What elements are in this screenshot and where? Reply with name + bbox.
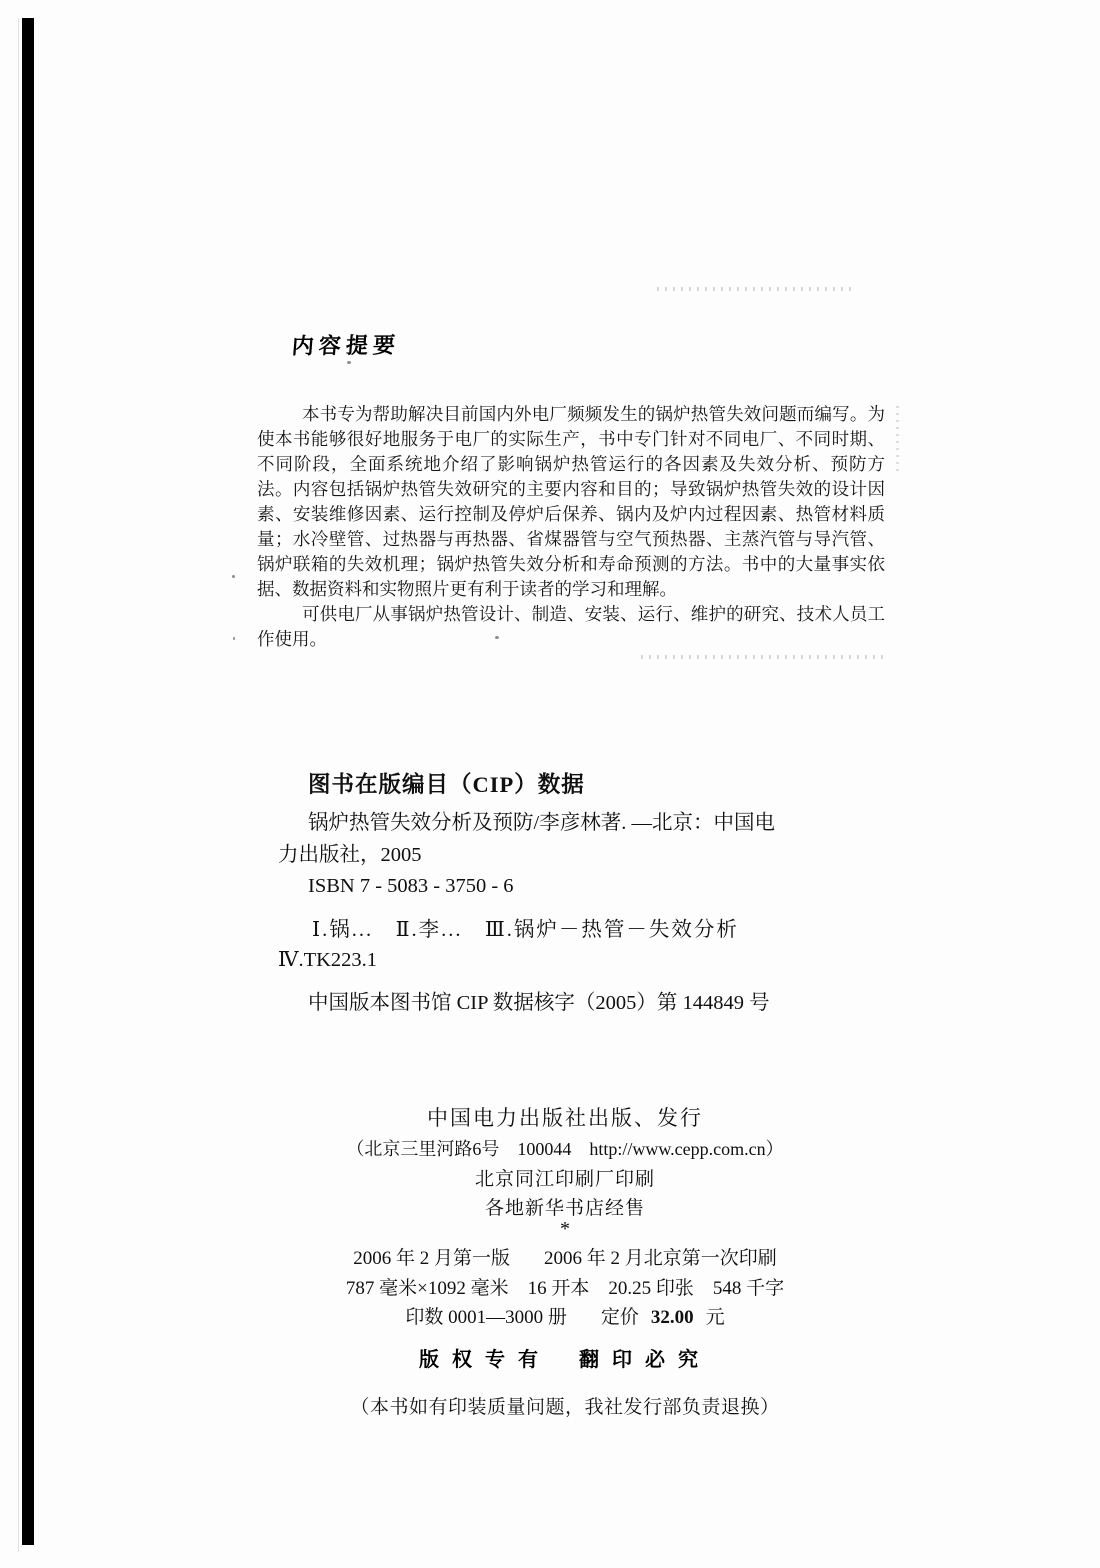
cip-entry-line2: 力出版社，2005	[278, 844, 422, 866]
printer-line: 北京同江印刷厂印刷	[474, 1169, 655, 1190]
copyright-notice	[165, 1343, 965, 1372]
printing-text: 2006 年 2 月北京第一次印刷	[544, 1248, 777, 1269]
price-label: 定价	[600, 1307, 639, 1328]
summary-heading: 内容提要	[290, 332, 401, 359]
summary-paragraph-2: 可供电厂从事锅炉热管设计、制造、安装、运行、维护的研究、技术人员工作使用。	[257, 604, 885, 649]
publisher-line: 中国电力出版社出版、发行	[427, 1106, 703, 1130]
separator-star: *	[560, 1218, 570, 1240]
copyright-right-phrase: 翻印必究	[579, 1349, 711, 1371]
scan-noise-smudge	[896, 406, 899, 472]
cip-classification-line2: Ⅳ.TK223.1	[278, 949, 378, 971]
format-line: 787 毫米×1092 毫米 16 开本 20.25 印张 548 千字	[345, 1278, 785, 1299]
cip-isbn: ISBN 7 - 5083 - 3750 - 6	[308, 875, 514, 897]
summary-body	[257, 402, 885, 652]
summary-paragraph-1: 本书专为帮助解决目前国内外电厂频频发生的锅炉热管失效问题而编写。为使本书能够很好地服务于电厂的实际生产，书中专门针对不同电厂、不同时期、不同阶段，全面系统地介绍了影响锅炉热管运行的各因素及失效分析、预防方法。内容包括锅炉热管失效研究的主要内容和目的；导致锅炉热管失效的设计因素、安装维修因素、运行控制及停炉后保养、锅内及炉内过程因素、热管材料质量；水冷壁管、过热器与再热器、省煤器管与空气预热器、主蒸汽管与导汽管、锅炉联箱的失效机理；锅炉热管失效分析和寿命预测的方法。书中的大量事实依据、数据资料和实物照片更有利于读者的学习和理解。	[257, 404, 885, 599]
return-policy-line: （本书如有印装质量问题，我社发行部负责退换）	[350, 1397, 780, 1418]
print-run-text: 印数 0001—3000 册	[405, 1307, 567, 1328]
distributor-line: 各地新华书店经售	[484, 1198, 645, 1219]
scan-speck	[233, 637, 235, 640]
scan-speck	[347, 361, 351, 364]
cip-entry-line1: 锅炉热管失效分析及预防/李彦林著. —北京：中国电	[308, 812, 775, 834]
printrun-price-line	[165, 1302, 965, 1329]
cip-classification-line1: Ⅰ.锅... Ⅱ.李... Ⅲ.锅炉－热管－失效分析	[312, 919, 739, 941]
scan-binding-bar	[22, 18, 34, 1545]
copyright-left-phrase: 版权专有	[419, 1349, 551, 1371]
scan-noise-line	[657, 287, 853, 291]
scan-noise-line	[641, 655, 887, 659]
price-unit: 元	[705, 1307, 725, 1328]
edition-line	[165, 1243, 965, 1270]
price-value: 32.00	[650, 1307, 694, 1328]
scan-speck	[232, 575, 235, 578]
cip-registry: 中国版本图书馆 CIP 数据核字（2005）第 144849 号	[308, 992, 770, 1014]
cip-heading: 图书在版编目（CIP）数据	[308, 772, 585, 797]
publisher-address-line: （北京三里河路6号 100044 http://www.cepp.com.cn）	[346, 1139, 784, 1159]
cip-block	[278, 772, 858, 1016]
scan-edge-line	[18, 18, 19, 1552]
edition-text: 2006 年 2 月第一版	[353, 1248, 510, 1269]
